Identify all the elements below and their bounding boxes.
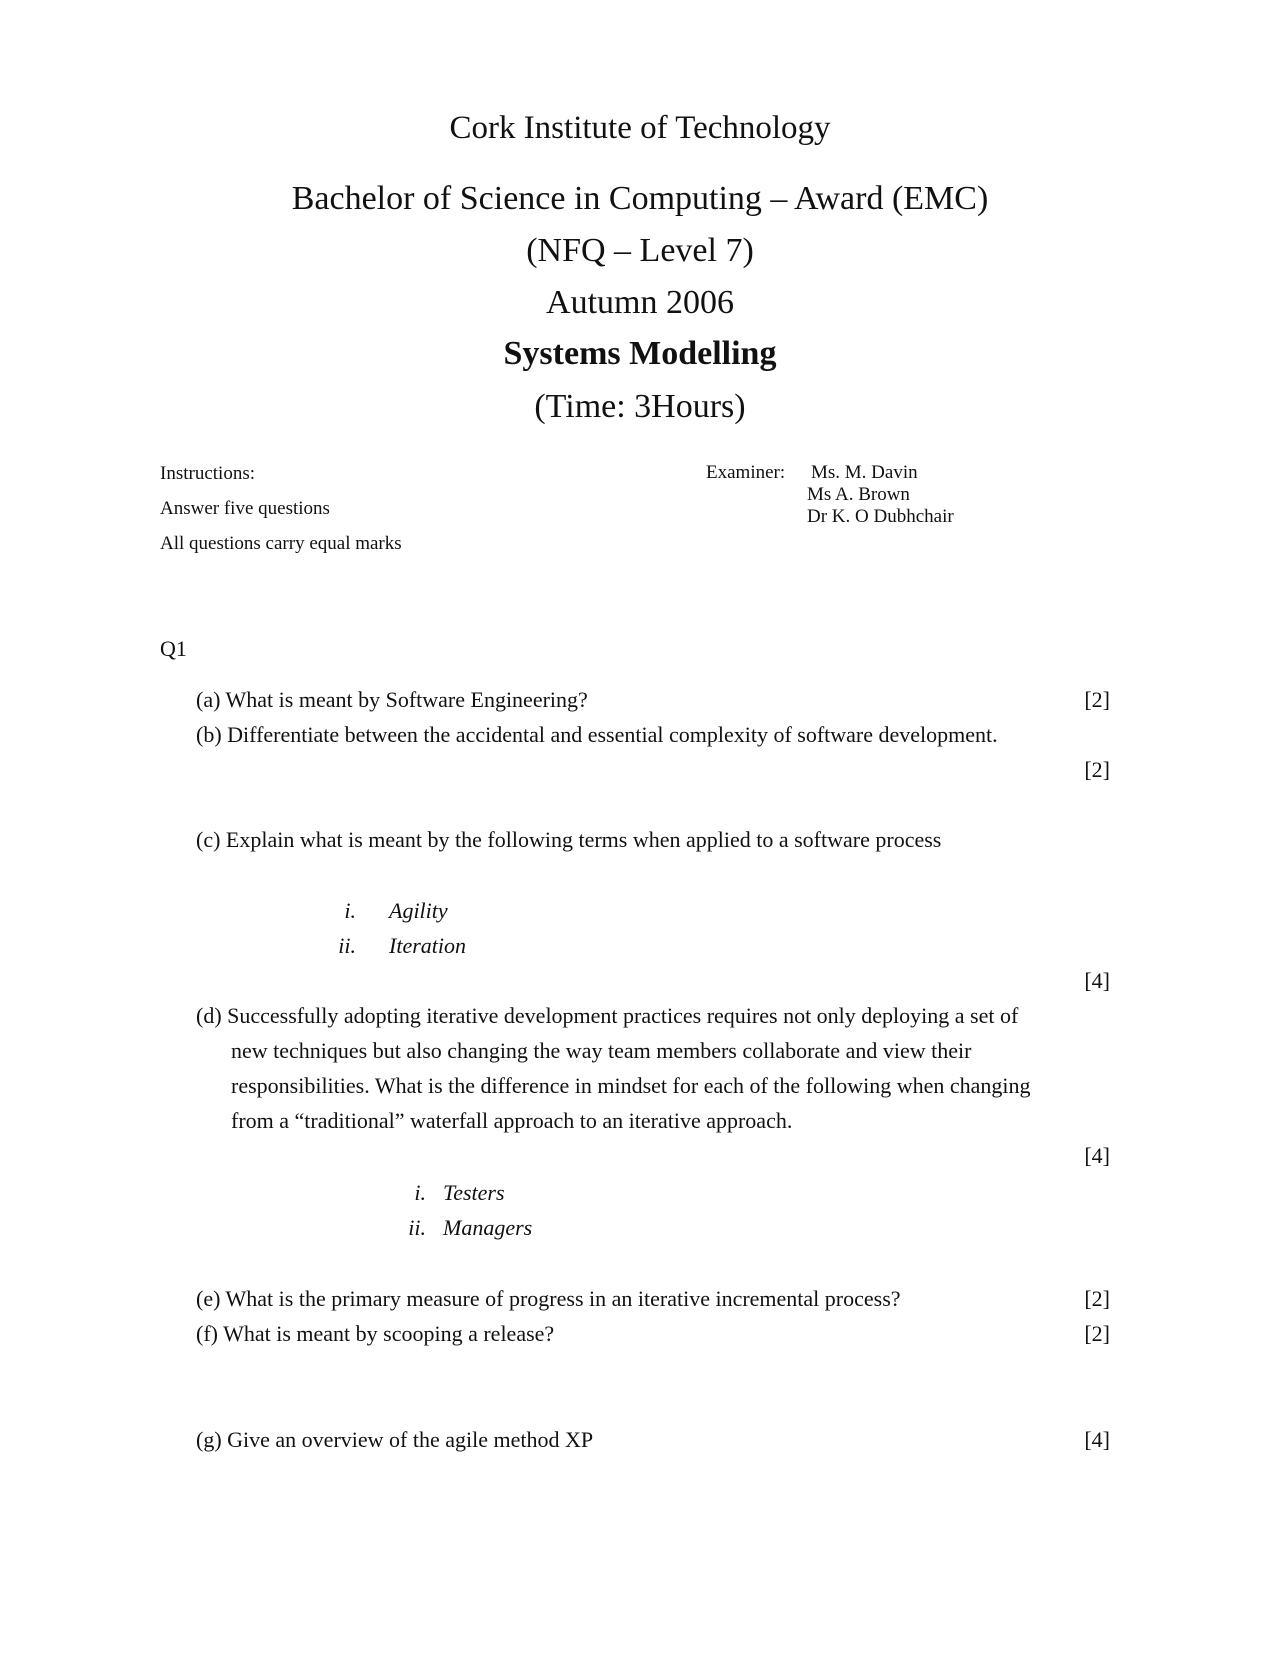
- question-c-item-2-term: Iteration: [389, 933, 466, 958]
- subject-title: Systems Modelling: [503, 335, 777, 372]
- question-g-marks: [4]: [1084, 1427, 1110, 1452]
- question-a-text: (a) What is meant by Software Engineering?: [196, 687, 588, 712]
- instructions-line-2: All questions carry equal marks: [160, 533, 402, 554]
- examiner-name-3: Dr K. O Dubhchair: [807, 506, 954, 527]
- question-d-item-2-num: ii.: [408, 1215, 426, 1240]
- question-a-marks: [2]: [1084, 687, 1110, 712]
- question-c-item-1-num: i.: [344, 898, 356, 923]
- session-title: Autumn 2006: [546, 284, 734, 321]
- question-b-marks: [2]: [1084, 757, 1110, 782]
- question-c-marks: [4]: [1084, 968, 1110, 993]
- question-c-item-1-term: Agility: [389, 898, 448, 923]
- question-b-text: (b) Differentiate between the accidental and essential complexity of software development.: [196, 722, 998, 747]
- question-d-line-4: from a “traditional” waterfall approach to an iterative approach.: [231, 1108, 793, 1133]
- question-label: Q1: [160, 636, 187, 661]
- examiner-name-1: Ms. M. Davin: [811, 462, 918, 483]
- institution-title: Cork Institute of Technology: [449, 110, 831, 146]
- level-title: (NFQ – Level 7): [526, 232, 754, 269]
- examiner-label: Examiner:: [706, 462, 786, 483]
- instructions-label: Instructions:: [160, 463, 255, 484]
- question-c-text: (c) Explain what is meant by the following terms when applied to a software process: [196, 827, 942, 852]
- instructions-line-1: Answer five questions: [160, 498, 330, 519]
- question-f-text: (f) What is meant by scooping a release?: [196, 1321, 555, 1346]
- question-d-line-3: responsibilities. What is the difference in mindset for each of the following when changing: [231, 1073, 1031, 1098]
- question-e-marks: [2]: [1084, 1286, 1110, 1311]
- question-d-item-2-term: Managers: [443, 1215, 533, 1240]
- question-c-item-2-num: ii.: [338, 933, 356, 958]
- question-f-marks: [2]: [1084, 1321, 1110, 1346]
- question-g-text: (g) Give an overview of the agile method XP: [196, 1427, 594, 1452]
- question-d-item-1-term: Testers: [443, 1180, 505, 1205]
- question-e-text: (e) What is the primary measure of progress in an iterative incremental process?: [196, 1286, 901, 1311]
- question-d-item-1-num: i.: [414, 1180, 426, 1205]
- examiner-name-2: Ms A. Brown: [807, 484, 910, 505]
- question-d-marks: [4]: [1084, 1143, 1110, 1168]
- question-d-line-2: new techniques but also changing the way team members collaborate and view their: [231, 1038, 972, 1063]
- question-d-line-1: (d) Successfully adopting iterative development practices requires not only deploying a set of: [196, 1003, 1019, 1028]
- programme-title: Bachelor of Science in Computing – Award (EMC): [291, 180, 989, 217]
- time-title: (Time: 3Hours): [534, 388, 746, 425]
